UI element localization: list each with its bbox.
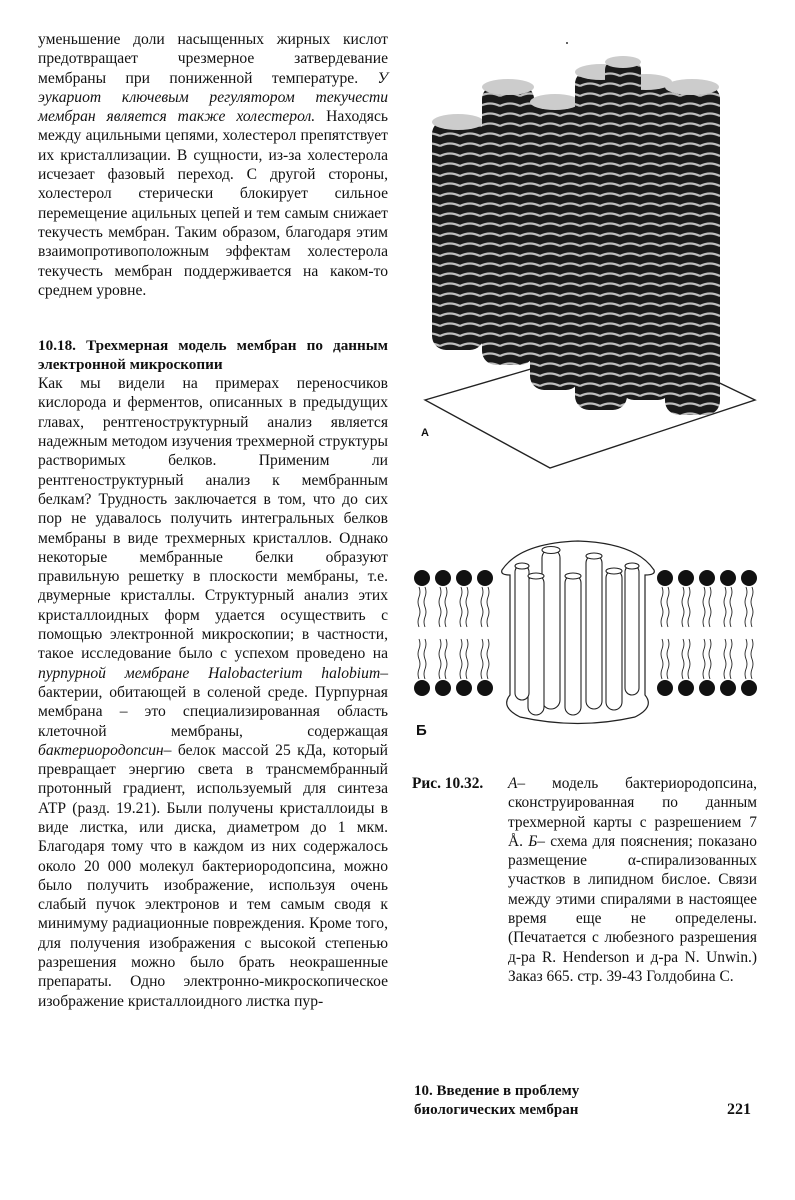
- section-heading: 10.18. Трехмерная модель мембран по данным электронной микроскопии: [38, 337, 389, 374]
- figure-label-a: А: [421, 427, 429, 439]
- bilayer-schematic: [410, 535, 765, 735]
- helix-column-3: [530, 94, 580, 390]
- helix-column-2: [482, 79, 534, 365]
- caption-body: А– модель бактериородопсина, сконструированная по данным трехмерной карты с разрешением 7 Å. Б– схема для пояснения; показано размещение α-спирализованных участков в липидном бислое. Связи между этими спиралями в настоящее время еще не определены. (Печатается с любезного разрешения д-ра R. Henderson и д-ра N. Unwin.) Заказ 665. стр. 39-43 Голдобина С.: [508, 775, 757, 985]
- helix-column-6: [665, 79, 720, 415]
- left-column: [38, 30, 388, 1011]
- helix-column-7: [605, 56, 641, 130]
- figure-label-b: Б: [416, 722, 427, 739]
- paragraph-cholesterol: уменьшение доли насыщенных жирных кислот предотвращает чрезмерное затвердевание мембраны при пониженной температуре. У эукариот ключевым регулятором текучести мембран является также холестерол. Находясь между ацильными цепями, холестерол препятствует их кристаллизации. В сущности, из-за холестерола исчезает фазовый переход. С другой стороны, холестерол стерически блокирует сильное перемещение ацильных цепей и тем самым снижает текучесть мембран. Таким образом, благодаря этим взаимопротивоположным эффектам холестерола текучесть мембран поддерживается на каком-то среднем уровне.: [38, 31, 388, 299]
- figure-caption: [412, 774, 757, 986]
- paragraph-electron-microscopy: Как мы видели на примерах переносчиков кислорода и ферментов, описанных в предыдущих главах, рентгеноструктурный анализ является надежным методом изучения трехмерной структуры растворимых белков. Применим ли рентгеноструктурный анализ к мембранным белкам? Трудность заключается в том, что до сих пор не удавалось получить интегральных белков мембраны в виде трехмерных кристаллов. Однако некоторые мембранные белки образуют правильную решетку в плоскости мембраны, т.е. двумерные кристаллы. Структурный анализ этих кристаллоидных форм удается осуществить с помощью электронной микроскопии; в частности, такое исследование было с успехом проведено на пурпурной мембране Halobacterium halobium– бактерии, обитающей в соленой среде. Пурпурная мембрана – это специализированная область клеточной мембраны, содержащая бактериородопсин– белок массой 25 кДа, который превращает энергию света в трансмембранный протонный градиент, используемый для синтеза АТР (разд. 19.21). Были получены кристаллоиды в виде листка, или диска, диаметром до 1 мкм. Благодаря тому что в каждом из них содержалось около 20 000 молекул бактериородопсина, можно было получить изображение, используя очень слабый пучок электронов и тем самым сводя к минимуму радиационные повреждения. Кроме того, для получения изображения с высокой степенью разрешения можно было брать неокрашенные препараты. Одно электронно-микроскопическое изображение кристаллоидного листка пур-: [38, 375, 388, 1010]
- bacteriorhodopsin-3d-model: [420, 40, 760, 480]
- helix-column-1: [432, 114, 484, 350]
- chapter-footer: 10. Введение в проблему биологических мембран: [414, 1083, 580, 1118]
- caption-title: Рис. 10.32.: [412, 775, 484, 792]
- page-number: 221: [727, 1101, 751, 1118]
